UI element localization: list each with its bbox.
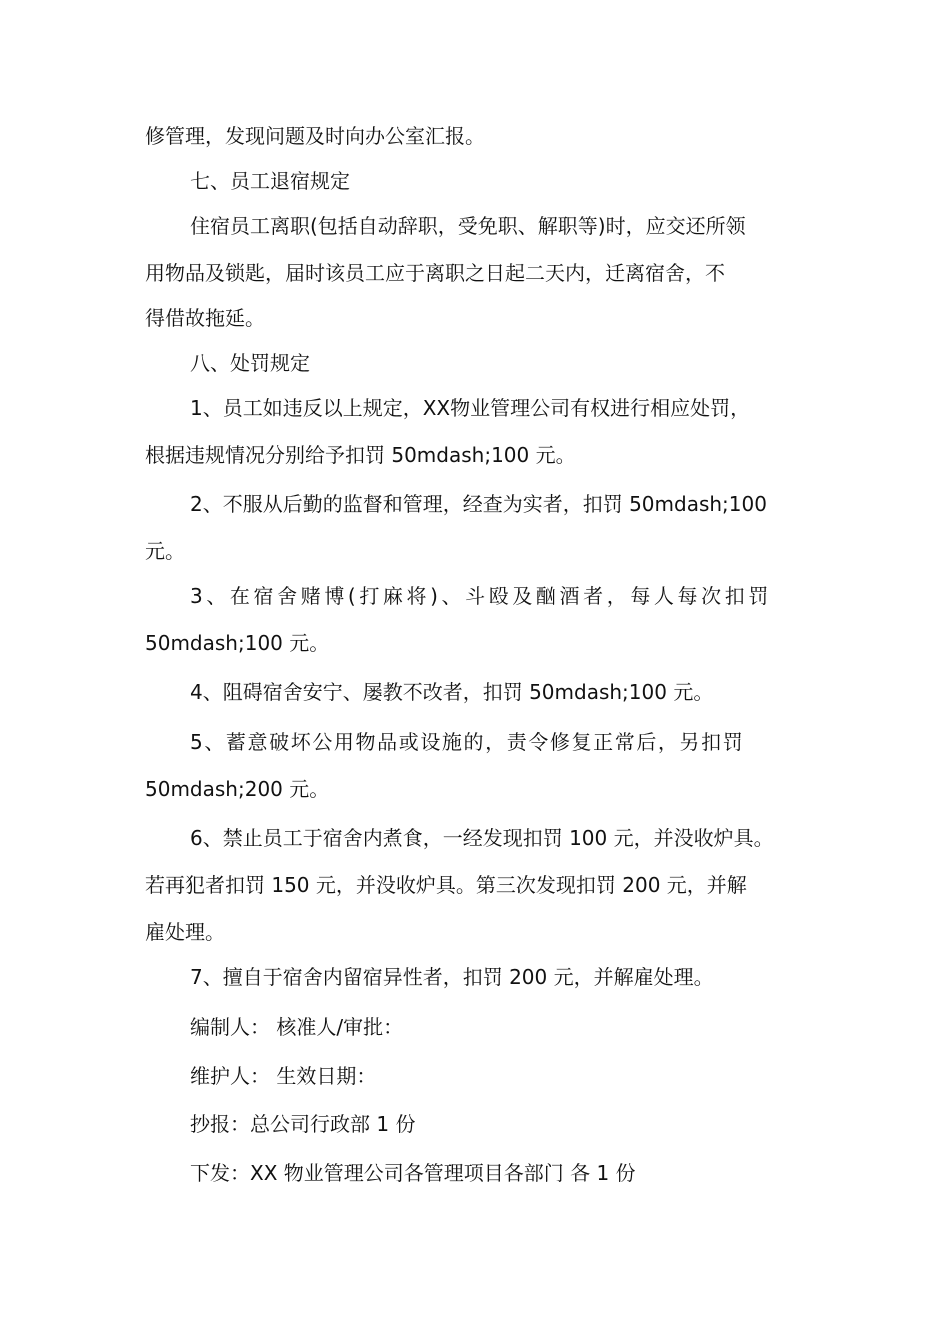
- section-heading: 八、处罚规定: [190, 351, 310, 375]
- text-line: 3、在宿舍赌博(打麻将)、斗殴及酗酒者，每人每次扣罚: [190, 584, 772, 608]
- distribution-line-cc: 抄报：总公司行政部 1 份: [190, 1112, 416, 1136]
- text-line: 1、员工如违反以上规定，XX物业管理公司有权进行相应处罚，: [190, 396, 751, 420]
- text-line: 根据违规情况分别给予扣罚 50mdash;100 元。: [145, 443, 576, 467]
- text-line: 修管理，发现问题及时向办公室汇报。: [145, 124, 485, 148]
- section-heading: 七、员工退宿规定: [190, 169, 350, 193]
- distribution-line-issue: 下发：XX 物业管理公司各管理项目各部门 各 1 份: [190, 1161, 636, 1185]
- text-line: 2、不服从后勤的监督和管理，经查为实者，扣罚 50mdash;100: [190, 492, 767, 516]
- text-line: 住宿员工离职(包括自动辞职，受免职、解职等)时，应交还所领: [190, 214, 746, 238]
- text-line: 5、蓄意破坏公用物品或设施的，责令修复正常后，另扣罚: [190, 730, 745, 754]
- text-line: 50mdash;200 元。: [145, 777, 330, 801]
- text-line: 若再犯者扣罚 150 元，并没收炉具。第三次发现扣罚 200 元，并解: [145, 873, 747, 897]
- signature-line-compiler: 编制人： 核准人/审批：: [190, 1015, 404, 1039]
- text-line: 用物品及锁匙，届时该员工应于离职之日起二天内，迁离宿舍，不: [145, 261, 725, 285]
- signature-line-maintainer: 维护人： 生效日期：: [190, 1064, 377, 1088]
- text-line: 元。: [145, 539, 185, 563]
- text-line: 6、禁止员工于宿舍内煮食，一经发现扣罚 100 元，并没收炉具。: [190, 826, 774, 850]
- text-line: 雇处理。: [145, 920, 225, 944]
- text-line: 50mdash;100 元。: [145, 631, 330, 655]
- text-line: 4、阻碍宿舍安宁、屡教不改者，扣罚 50mdash;100 元。: [190, 680, 714, 704]
- text-line: 得借故拖延。: [145, 306, 265, 330]
- text-line: 7、擅自于宿舍内留宿异性者，扣罚 200 元，并解雇处理。: [190, 965, 714, 989]
